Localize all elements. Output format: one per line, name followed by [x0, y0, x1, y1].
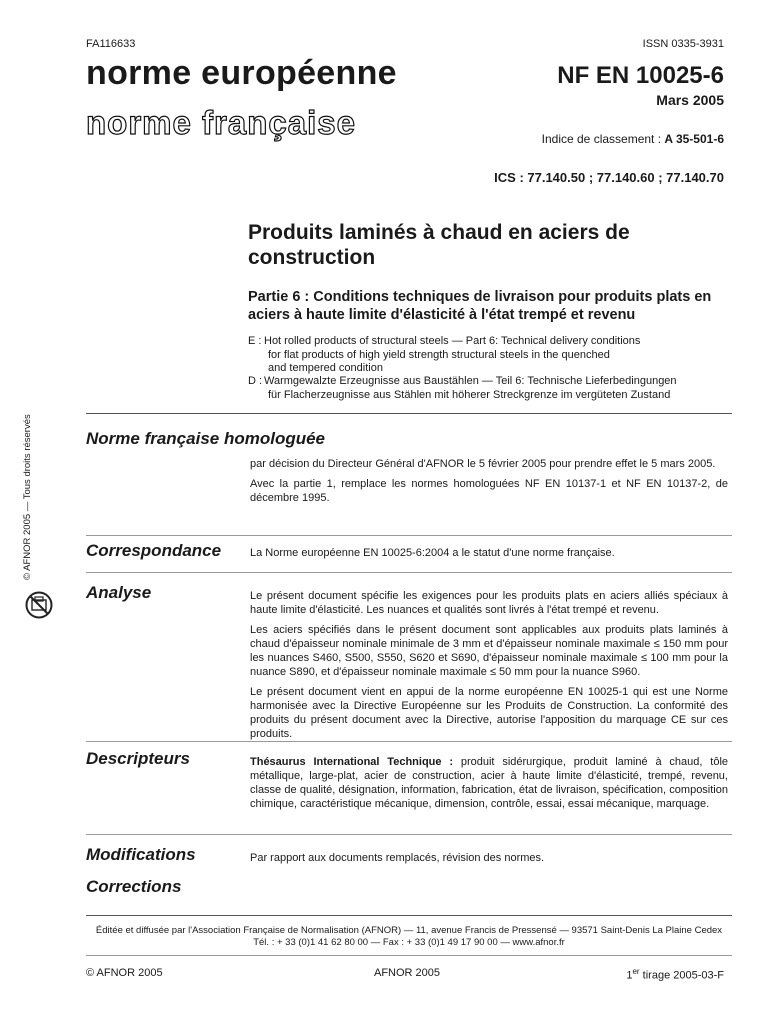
- classement-index: [542, 132, 724, 146]
- english-title: [248, 335, 738, 376]
- publisher-line-1: Éditée et diffusée par l'Association Française de Normalisation (AFNOR) — 11, avenue Francis de Pressensé — 93571 Saint-Denis La Plaine Cedex: [95, 925, 723, 936]
- document-reference: FA116633: [86, 38, 136, 50]
- side-copyright: © AFNOR 2005 — Tous droits réservés: [22, 414, 33, 580]
- publisher-info: [86, 925, 732, 949]
- heading-modifications: Modifications: [86, 845, 196, 864]
- publisher-line-2: Tél. : + 33 (0)1 41 62 80 00 — Fax : + 33 (0)1 49 17 90 00 — www.afnor.fr: [253, 937, 565, 948]
- divider: [86, 741, 732, 742]
- divider: [86, 915, 732, 916]
- divider: [86, 413, 732, 414]
- english-line-2: for flat products of high yield strength structural steels in the quenched: [268, 348, 610, 361]
- standard-number: NF EN 10025-6: [557, 62, 724, 89]
- analyse-paragraph-1: Le présent document spécifie les exigences pour les produits plats en aciers alliés spéciaux à haute limite d'élasticité. Les nuances et qualités sont livrés à l'état trempé et revenu.: [250, 590, 728, 616]
- tirage-number: 1: [626, 969, 633, 982]
- english-line-3: and tempered condition: [268, 362, 383, 374]
- homologuee-body: [250, 457, 728, 511]
- german-title: [248, 375, 738, 402]
- analyse-paragraph-3: Le présent document vient en appui de la norme européenne EN 10025-1 qui est une Norme harmonisée avec la Directive Européenne sur les Produits de Construction. La conformité des produits du présent document avec la Directive, autorise l'apposition du marquage CE sur ces produits.: [250, 686, 728, 740]
- tirage-text: tirage 2005-03-F: [639, 969, 724, 982]
- no-photocopy-icon: [24, 590, 54, 620]
- analyse-paragraph-2: Les aciers spécifiés dans le présent document sont applicables aux produits plats laminés à chaud d'épaisseur nominale minimale de 3 mm et d'épaisseur nominale maximale ≤ 150 mm pour les nuances S460, S500, S550, S620 et S690, d'épaisseur nominale maximale ≤ 100 mm pour la nuance S890, et d'épaisseur nominale maximale ≤ 50 mm pour la nuance S960.: [250, 624, 728, 678]
- heading-analyse: Analyse: [86, 583, 152, 602]
- modifications-body: [250, 851, 728, 871]
- footer-copyright: © AFNOR 2005: [86, 967, 163, 979]
- tirage-superscript: er: [632, 967, 640, 976]
- homologuee-paragraph-1: par décision du Directeur Général d'AFNOR le 5 février 2005 pour prendre effet le 5 mars 2005.: [250, 458, 716, 470]
- brand-norme-europeenne: norme européenne: [86, 54, 397, 92]
- heading-corrections: Corrections: [86, 877, 182, 896]
- modifications-text: Par rapport aux documents remplacés, révision des normes.: [250, 852, 545, 864]
- divider: [86, 535, 732, 536]
- heading-homologuee: Norme française homologuée: [86, 429, 326, 448]
- divider: [86, 572, 732, 573]
- divider: [86, 955, 732, 956]
- heading-descripteurs: Descripteurs: [86, 749, 190, 768]
- document-title: Produits laminés à chaud en aciers de construction: [248, 221, 630, 269]
- classement-value: A 35-501-6: [664, 132, 724, 146]
- classement-label: Indice de classement :: [541, 132, 662, 146]
- issn: ISSN 0335-3931: [642, 38, 724, 50]
- footer-tirage: [626, 967, 724, 982]
- correspondance-body: [250, 546, 728, 566]
- descripteurs-body: [250, 755, 728, 817]
- english-line-1: Hot rolled products of structural steels — Part 6: Technical delivery conditions: [264, 335, 641, 347]
- german-line-1: Warmgewalzte Erzeugnisse aus Baustählen — Teil 6: Technische Lieferbedingungen: [264, 375, 677, 387]
- english-key: E :: [248, 335, 262, 347]
- german-line-2: für Flacherzeugnisse aus Stählen mit höherer Streckgrenze im vergüteten Zustand: [268, 388, 671, 401]
- homologuee-paragraph-2: Avec la partie 1, remplace les normes homologuées NF EN 10137-1 et NF EN 10137-2, de décembre 1995.: [250, 478, 728, 504]
- german-key: D :: [248, 375, 263, 387]
- footer-center: AFNOR 2005: [374, 967, 441, 979]
- publication-date: Mars 2005: [656, 92, 724, 108]
- divider: [86, 834, 732, 835]
- brand-norme-francaise: norme française: [86, 104, 356, 141]
- correspondance-paragraph: La Norme européenne EN 10025-6:2004 a le statut d'une norme française.: [250, 547, 615, 559]
- ics-codes: ICS : 77.140.50 ; 77.140.60 ; 77.140.70: [494, 170, 724, 185]
- descripteurs-label: Thésaurus International Technique :: [250, 756, 453, 768]
- descripteurs-text: produit sidérurgique, produit laminé à chaud, tôle métallique, large-plat, acier de construction, acier à haute limite d'élasticité, trempé, revenu, classe de qualité, désignation, information, fabrication, état de livraison, spécification, composition chimique, caractéristique mécanique, dimension, contrôle, essai, essai mécanique, marquage.: [250, 756, 729, 810]
- analyse-body: [250, 589, 728, 747]
- document-subtitle: Partie 6 : Conditions techniques de livraison pour produits plats en aciers à haute limite d'élasticité à l'état trempé et revenu: [248, 289, 712, 323]
- heading-correspondance: Correspondance: [86, 541, 222, 560]
